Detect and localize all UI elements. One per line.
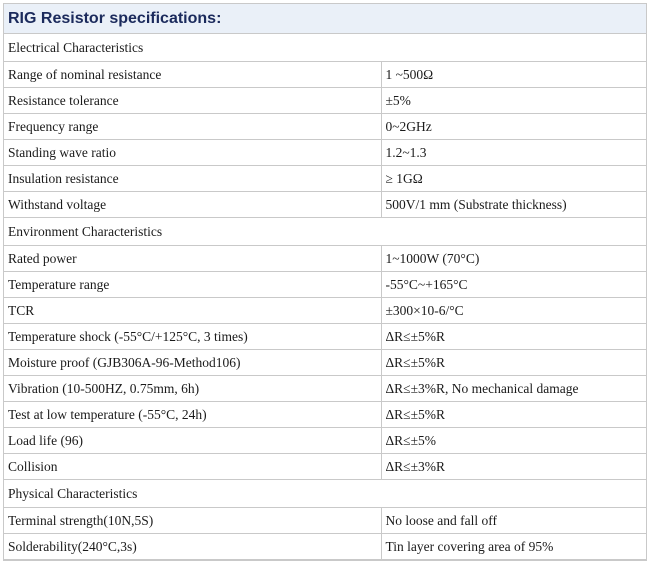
spec-row	[4, 376, 646, 402]
value-cell: ±5%	[381, 88, 646, 114]
spec-row	[4, 298, 646, 324]
spec-row	[4, 166, 646, 192]
spec-row	[4, 246, 646, 272]
parameter-cell: Standing wave ratio	[4, 140, 381, 166]
value-cell: ±300×10-6/°C	[381, 298, 646, 324]
section-heading: Environment Characteristics	[4, 218, 646, 246]
parameter-cell: Frequency range	[4, 114, 381, 140]
parameter-cell: Collision	[4, 454, 381, 480]
value-cell: 1 ~500Ω	[381, 62, 646, 88]
spec-row	[4, 350, 646, 376]
parameter-cell: Solderability(240°C,3s)	[4, 534, 381, 560]
parameter-cell: Insulation resistance	[4, 166, 381, 192]
spec-row	[4, 402, 646, 428]
value-cell: 0~2GHz	[381, 114, 646, 140]
value-cell: ΔR≤±3%R	[381, 454, 646, 480]
spec-row	[4, 428, 646, 454]
value-cell: Tin layer covering area of 95%	[381, 534, 646, 560]
spec-table	[4, 34, 646, 560]
parameter-cell: Resistance tolerance	[4, 88, 381, 114]
spec-row	[4, 140, 646, 166]
value-cell: No loose and fall off	[381, 508, 646, 534]
parameter-cell: Rated power	[4, 246, 381, 272]
section-heading: Electrical Characteristics	[4, 34, 646, 62]
parameter-cell: Temperature range	[4, 272, 381, 298]
spec-row	[4, 454, 646, 480]
value-cell: 1~1000W (70°C)	[381, 246, 646, 272]
spec-row	[4, 62, 646, 88]
value-cell: 500V/1 mm (Substrate thickness)	[381, 192, 646, 218]
spec-row	[4, 192, 646, 218]
section-heading: Physical Characteristics	[4, 480, 646, 508]
parameter-cell: Vibration (10-500HZ, 0.75mm, 6h)	[4, 376, 381, 402]
parameter-cell: Moisture proof (GJB306A-96-Method106)	[4, 350, 381, 376]
parameter-cell: Test at low temperature (-55°C, 24h)	[4, 402, 381, 428]
spec-row	[4, 534, 646, 560]
value-cell: ΔR≤±5%R	[381, 324, 646, 350]
section-header-row	[4, 34, 646, 62]
section-header-row	[4, 480, 646, 508]
spec-row	[4, 508, 646, 534]
value-cell: ΔR≤±3%R, No mechanical damage	[381, 376, 646, 402]
spec-row	[4, 324, 646, 350]
parameter-cell: Range of nominal resistance	[4, 62, 381, 88]
parameter-cell: Withstand voltage	[4, 192, 381, 218]
spec-title: RIG Resistor specifications:	[4, 4, 646, 34]
spec-row	[4, 88, 646, 114]
spec-row	[4, 114, 646, 140]
spec-sheet	[3, 3, 647, 561]
value-cell: ≥ 1GΩ	[381, 166, 646, 192]
section-header-row	[4, 218, 646, 246]
value-cell: -55°C~+165°C	[381, 272, 646, 298]
spec-row	[4, 272, 646, 298]
value-cell: ΔR≤±5%R	[381, 350, 646, 376]
parameter-cell: Terminal strength(10N,5S)	[4, 508, 381, 534]
parameter-cell: Temperature shock (-55°C/+125°C, 3 times)	[4, 324, 381, 350]
parameter-cell: Load life (96)	[4, 428, 381, 454]
value-cell: ΔR≤±5%R	[381, 402, 646, 428]
value-cell: ΔR≤±5%	[381, 428, 646, 454]
value-cell: 1.2~1.3	[381, 140, 646, 166]
parameter-cell: TCR	[4, 298, 381, 324]
